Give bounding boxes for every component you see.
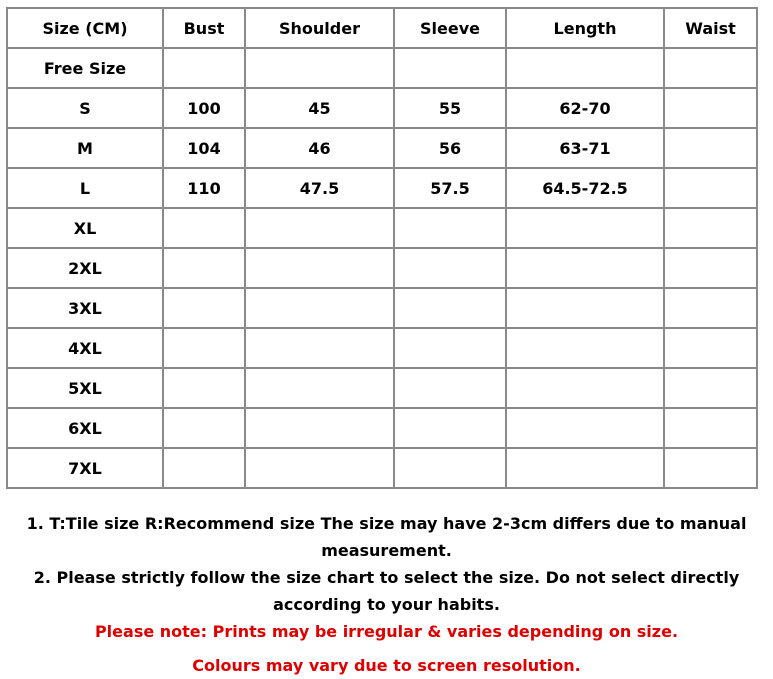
table-cell	[163, 248, 245, 288]
header-bust: Bust	[163, 8, 245, 48]
table-cell	[664, 328, 757, 368]
table-cell	[163, 48, 245, 88]
table-cell: XL	[7, 208, 163, 248]
table-cell	[245, 448, 394, 488]
table-cell	[163, 288, 245, 328]
table-cell: 7XL	[7, 448, 163, 488]
table-cell: 104	[163, 128, 245, 168]
table-row	[7, 328, 757, 368]
table-cell	[245, 208, 394, 248]
table-row	[7, 448, 757, 488]
table-cell: 63-71	[506, 128, 664, 168]
table-row	[7, 368, 757, 408]
header-waist: Waist	[664, 8, 757, 48]
size-chart-table	[6, 7, 758, 489]
table-cell: 110	[163, 168, 245, 208]
table-row	[7, 208, 757, 248]
table-cell	[506, 408, 664, 448]
table-cell	[664, 48, 757, 88]
table-cell: 6XL	[7, 408, 163, 448]
table-cell	[163, 208, 245, 248]
table-header-row	[7, 8, 757, 48]
table-row	[7, 168, 757, 208]
table-cell	[394, 328, 506, 368]
table-cell: 46	[245, 128, 394, 168]
table-cell	[506, 448, 664, 488]
table-cell	[664, 88, 757, 128]
table-cell	[506, 368, 664, 408]
table-cell: 64.5-72.5	[506, 168, 664, 208]
table-cell	[664, 128, 757, 168]
table-cell: Free Size	[7, 48, 163, 88]
table-cell: M	[7, 128, 163, 168]
table-row	[7, 288, 757, 328]
table-cell: 5XL	[7, 368, 163, 408]
table-cell: 2XL	[7, 248, 163, 288]
header-sleeve: Sleeve	[394, 8, 506, 48]
table-cell	[245, 48, 394, 88]
table-cell: 62-70	[506, 88, 664, 128]
table-cell	[245, 248, 394, 288]
table-cell: 47.5	[245, 168, 394, 208]
table-row	[7, 128, 757, 168]
header-shoulder: Shoulder	[245, 8, 394, 48]
table-cell	[664, 248, 757, 288]
table-cell	[506, 248, 664, 288]
table-row	[7, 48, 757, 88]
table-cell	[394, 208, 506, 248]
table-cell	[394, 248, 506, 288]
table-cell: 3XL	[7, 288, 163, 328]
table-cell	[394, 448, 506, 488]
table-cell	[394, 368, 506, 408]
table-row	[7, 408, 757, 448]
table-cell: 100	[163, 88, 245, 128]
table-cell	[664, 288, 757, 328]
table-cell: S	[7, 88, 163, 128]
table-cell	[664, 408, 757, 448]
warning-prints: Please note: Prints may be irregular & varies depending on size.	[94, 622, 679, 641]
note-size-chart: 2. Please strictly follow the size chart to select the size. Do not select directly according to your habits.	[33, 568, 740, 614]
table-cell: 55	[394, 88, 506, 128]
header-length: Length	[506, 8, 664, 48]
table-cell: L	[7, 168, 163, 208]
table-cell	[163, 368, 245, 408]
table-cell	[245, 408, 394, 448]
table-cell	[245, 368, 394, 408]
table-cell	[664, 208, 757, 248]
table-cell	[506, 288, 664, 328]
table-cell	[163, 408, 245, 448]
table-cell	[245, 288, 394, 328]
table-cell: 4XL	[7, 328, 163, 368]
table-cell: 57.5	[394, 168, 506, 208]
table-cell	[245, 328, 394, 368]
table-cell	[394, 48, 506, 88]
table-cell	[664, 368, 757, 408]
table-cell	[664, 448, 757, 488]
header-size: Size (CM)	[7, 8, 163, 48]
size-notes	[0, 510, 773, 679]
table-cell	[163, 448, 245, 488]
table-row	[7, 88, 757, 128]
table-cell	[394, 408, 506, 448]
table-cell	[506, 208, 664, 248]
table-cell	[394, 288, 506, 328]
table-row	[7, 248, 757, 288]
table-cell: 45	[245, 88, 394, 128]
table-cell	[506, 328, 664, 368]
warning-colours: Colours may vary due to screen resolution.	[192, 656, 581, 675]
table-cell	[163, 328, 245, 368]
note-measurement: 1. T:Tile size R:Recommend size The size may have 2-3cm differs due to manual measurement.	[26, 514, 747, 560]
table-cell	[664, 168, 757, 208]
table-cell	[506, 48, 664, 88]
table-cell: 56	[394, 128, 506, 168]
